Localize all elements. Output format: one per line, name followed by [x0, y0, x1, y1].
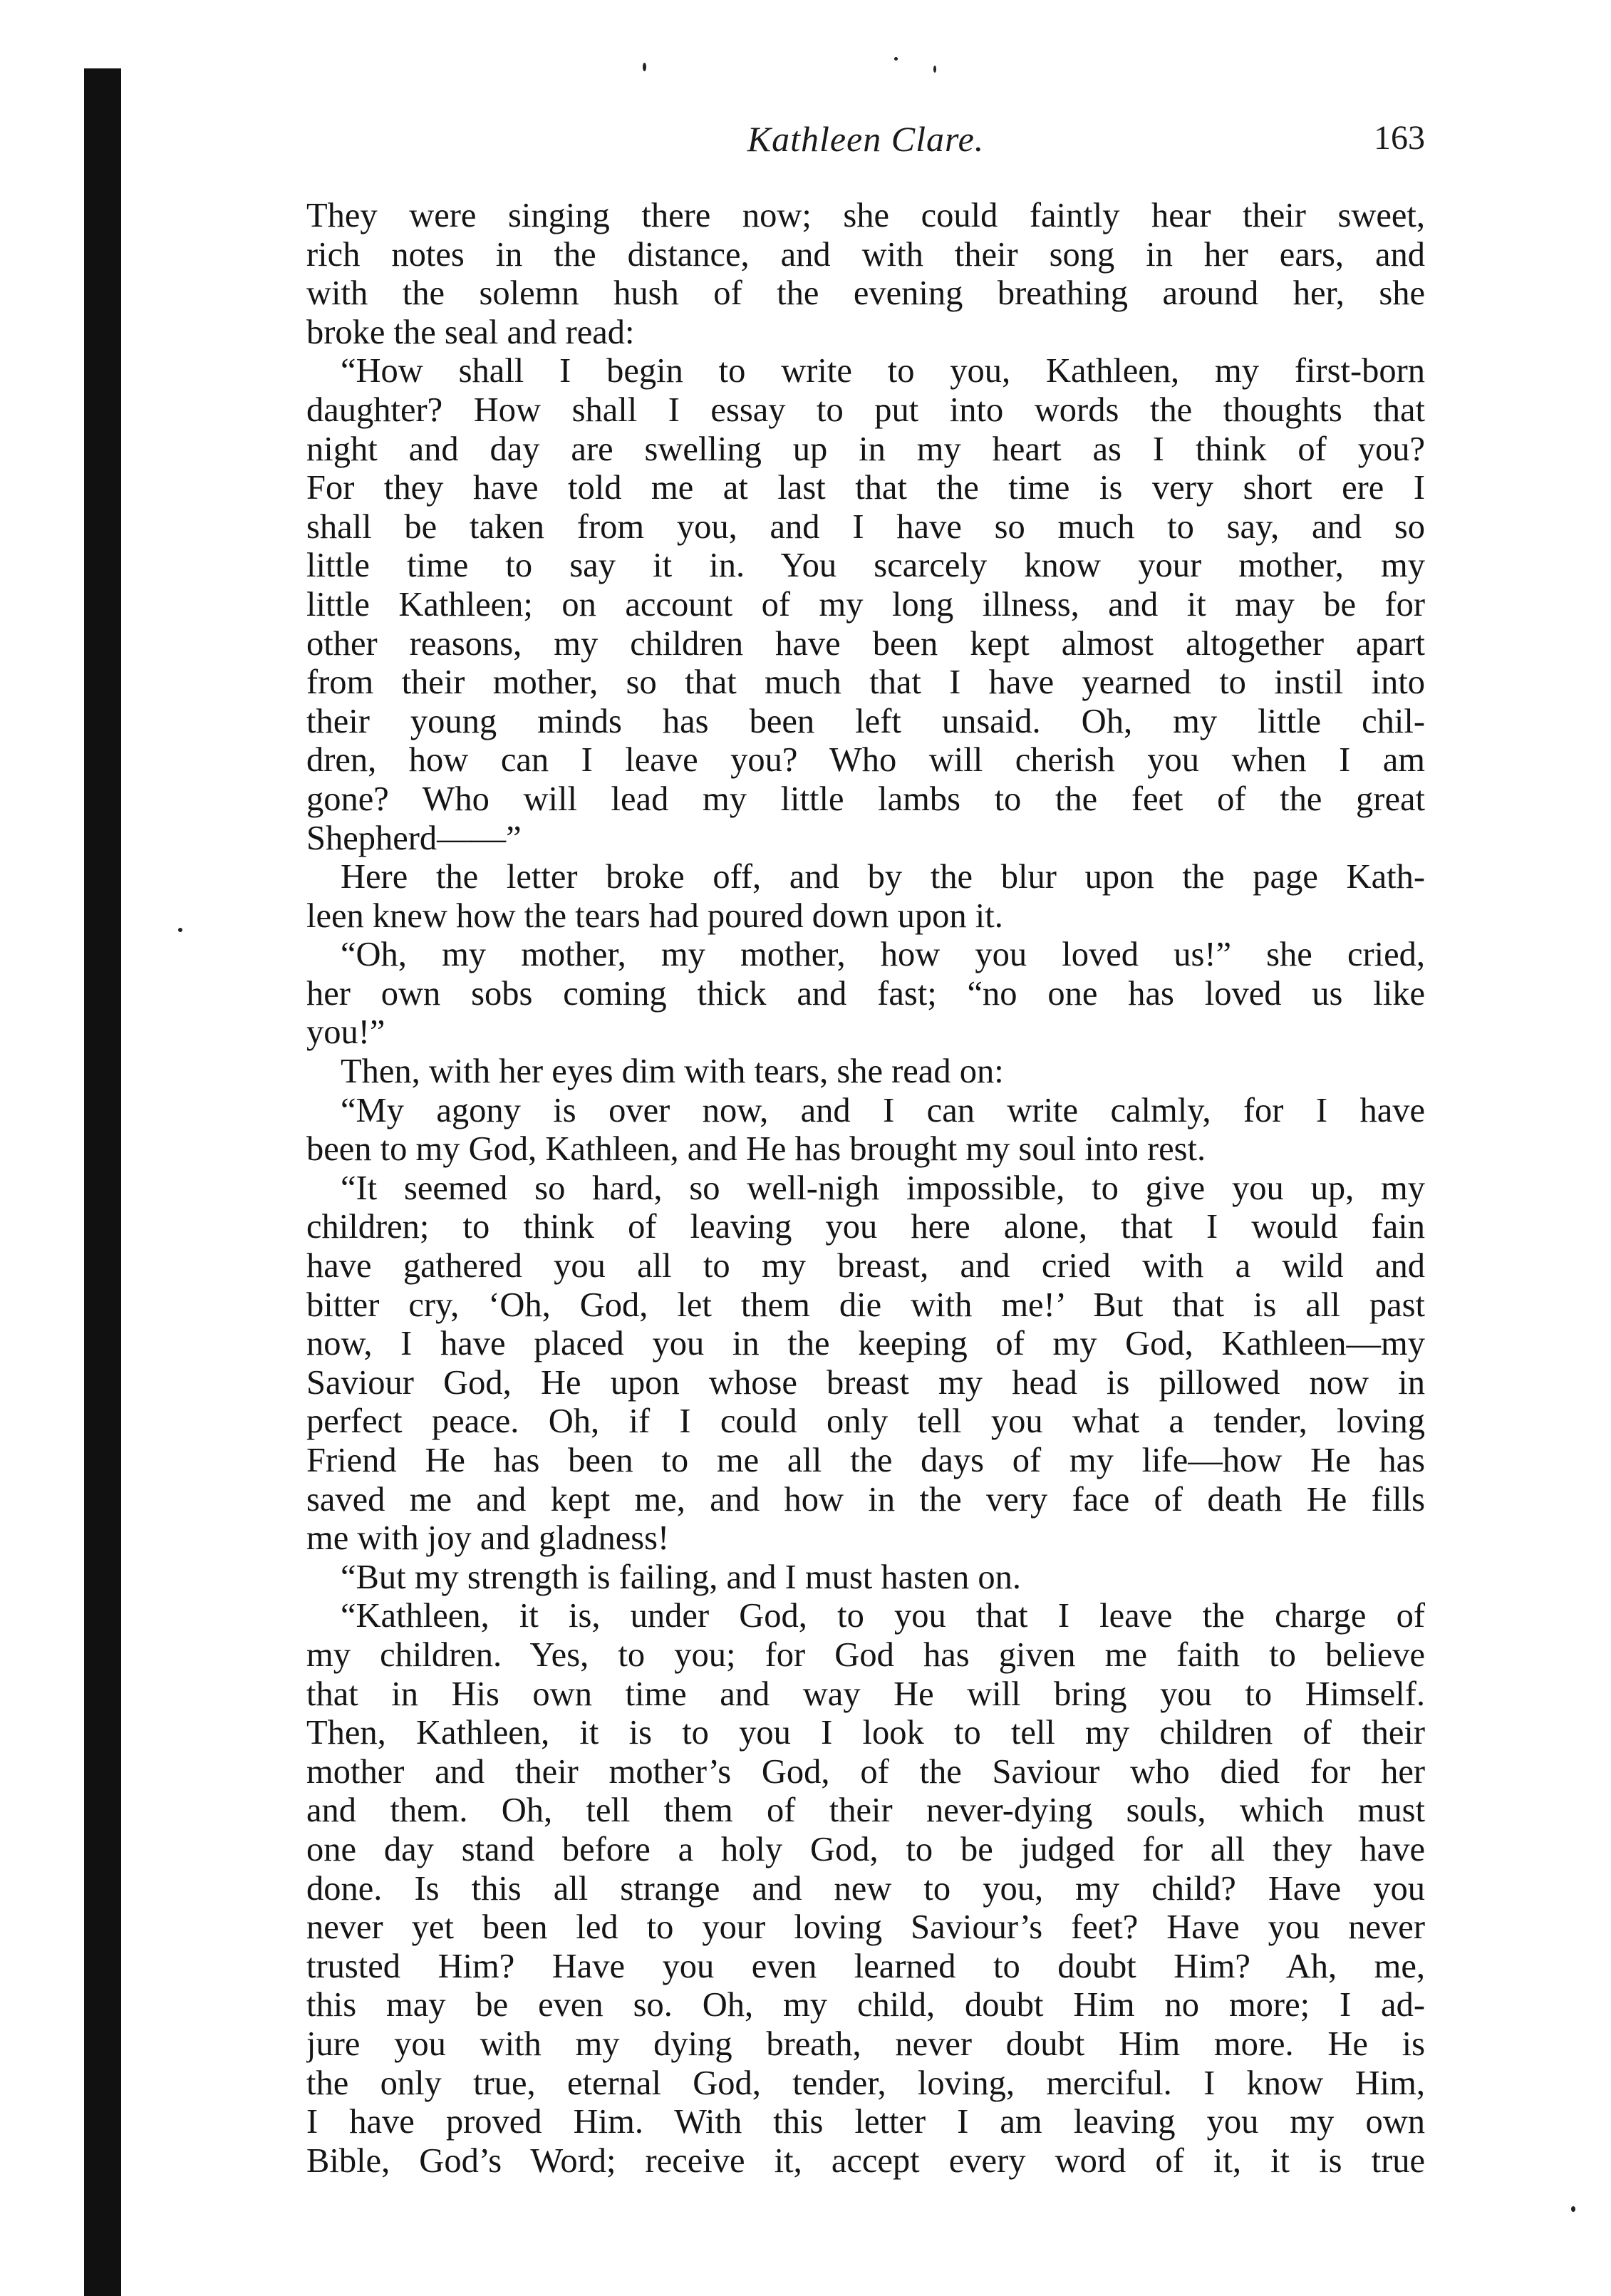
text-line: have gathered you all to my breast, and cried with a wild and: [306, 1247, 1425, 1286]
text-line: Shepherd——”: [306, 819, 522, 857]
text-line: with the solemn hush of the evening breathing around her, she: [306, 274, 1425, 313]
text-line: “Oh, my mother, my mother, how you loved us!” she cried,: [341, 936, 1425, 974]
text-line: Then, with her eyes dim with tears, she read on:: [341, 1053, 1004, 1091]
text-line: shall be taken from you, and I have so much to say, and so: [306, 507, 1425, 546]
text-line: that in His own time and way He will bring you to Himself.: [306, 1675, 1425, 1713]
text-line: now, I have placed you in the keeping of my God, Kathleen—my: [306, 1325, 1425, 1363]
text-line: the only true, eternal God, tender, loving, merciful. I know Him,: [306, 2064, 1425, 2102]
binding-shadow: [84, 68, 121, 2296]
text-line: Saviour God, He upon whose breast my head is pillowed now in: [306, 1363, 1425, 1402]
print-speck: [894, 57, 898, 61]
print-speck: [643, 63, 646, 71]
text-line: daughter? How shall I essay to put into words the thoughts that: [306, 391, 1425, 429]
text-line: For they have told me at last that the time is very short ere I: [306, 469, 1425, 507]
text-line: me with joy and gladness!: [306, 1519, 670, 1558]
text-line: broke the seal and read:: [306, 313, 635, 351]
text-line: jure you with my dying breath, never doubt Him more. He is: [306, 2024, 1425, 2063]
text-line: never yet been led to your loving Saviour’s feet? Have you never: [306, 1908, 1425, 1947]
text-line: They were singing there now; she could faintly hear their sweet,: [306, 197, 1425, 234]
text-line: Then, Kathleen, it is to you I look to tell my children of their: [306, 1714, 1425, 1752]
text-line: little Kathleen; on account of my long illness, and it may be for: [306, 585, 1425, 624]
body-text: [306, 197, 1425, 2181]
text-line: my children. Yes, to you; for God has given me faith to believe: [306, 1635, 1425, 1674]
text-line: bitter cry, ‘Oh, God, let them die with me!’ But that is all past: [306, 1286, 1425, 1324]
text-line: I have proved Him. With this letter I am leaving you my own: [306, 2103, 1425, 2141]
text-line: this may be even so. Oh, my child, doubt Him no more; I ad-: [306, 1986, 1425, 2024]
text-line: saved me and kept me, and how in the very face of death He fills: [306, 1480, 1425, 1519]
text-line: one day stand before a holy God, to be judged for all they have: [306, 1830, 1425, 1868]
text-line: Here the letter broke off, and by the blur upon the page Kath-: [341, 858, 1425, 896]
print-speck: [1571, 2206, 1575, 2212]
text-line: been to my God, Kathleen, and He has brought my soul into rest.: [306, 1130, 1206, 1169]
text-line: perfect peace. Oh, if I could only tell you what a tender, loving: [306, 1402, 1425, 1441]
print-speck: [933, 66, 936, 73]
running-head: Kathleen Clare.: [747, 119, 985, 159]
text-line: “Kathleen, it is, under God, to you that I leave the charge of: [341, 1597, 1425, 1635]
text-line: “How shall I begin to write to you, Kathleen, my first-born: [341, 352, 1425, 391]
text-line: “It seemed so hard, so well-nigh impossible, to give you up, my: [341, 1169, 1425, 1207]
text-line: their young minds has been left unsaid. Oh, my little chil-: [306, 702, 1425, 740]
text-line: you!”: [306, 1013, 385, 1052]
text-line: little time to say it in. You scarcely know your mother, my: [306, 547, 1425, 585]
text-line: gone? Who will lead my little lambs to the feet of the great: [306, 780, 1425, 818]
text-line: “But my strength is failing, and I must hasten on.: [341, 1558, 1022, 1596]
page-header: [306, 118, 1425, 168]
text-line: trusted Him? Have you even learned to doubt Him? Ah, me,: [306, 1947, 1425, 1985]
text-line: other reasons, my children have been kept almost altogether apart: [306, 624, 1425, 663]
text-line: her own sobs coming thick and fast; “no one has loved us like: [306, 974, 1425, 1013]
text-line: dren, how can I leave you? Who will cherish you when I am: [306, 741, 1425, 780]
text-line: “My agony is over now, and I can write calmly, for I have: [341, 1091, 1425, 1129]
text-line: leen knew how the tears had poured down upon it.: [306, 896, 1003, 935]
text-line: rich notes in the distance, and with their song in her ears, and: [306, 235, 1425, 274]
text-line: from their mother, so that much that I have yearned to instil into: [306, 663, 1425, 702]
text-line: mother and their mother’s God, of the Saviour who died for her: [306, 1752, 1425, 1791]
text-line: and them. Oh, tell them of their never-dying souls, which must: [306, 1791, 1425, 1830]
text-line: night and day are swelling up in my heart as I think of you?: [306, 430, 1425, 468]
print-speck: [178, 928, 182, 932]
text-line: children; to think of leaving you here alone, that I would fain: [306, 1208, 1425, 1246]
text-line: Friend He has been to me all the days of my life—how He has: [306, 1442, 1425, 1479]
text-line: done. Is this all strange and new to you, my child? Have you: [306, 1869, 1425, 1908]
text-line: Bible, God’s Word; receive it, accept every word of it, it is true: [306, 2141, 1425, 2180]
page-number: 163: [1374, 119, 1425, 157]
